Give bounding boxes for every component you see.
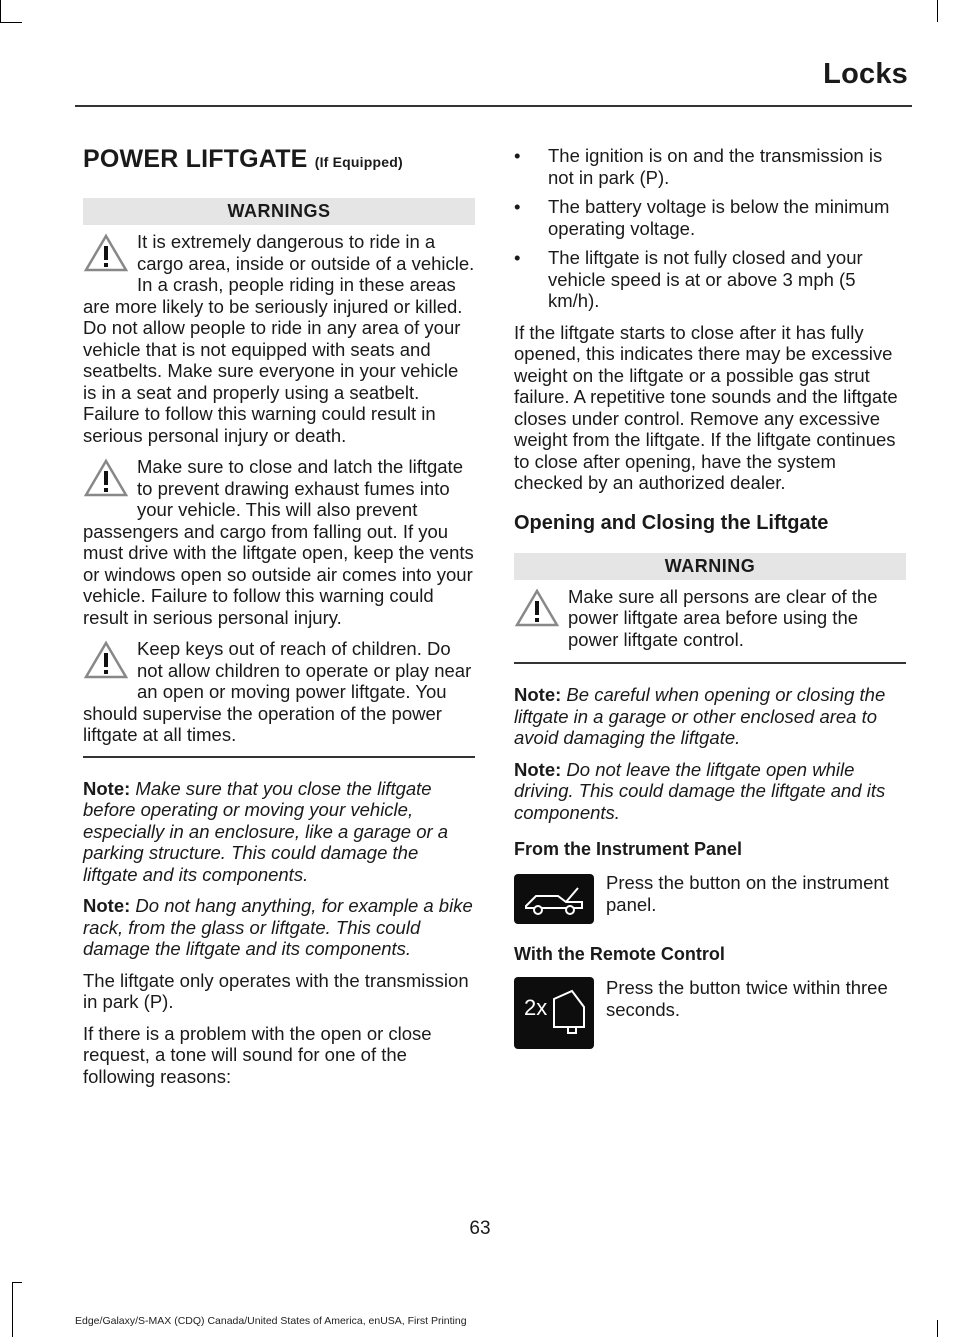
paragraph: The liftgate only operates with the transmission in park (P). bbox=[83, 969, 469, 1012]
warning-triangle-icon bbox=[514, 588, 560, 628]
list-item: • The ignition is on and the transmission is not in park (P). bbox=[514, 145, 906, 188]
note-text: Make sure that you close the liftgate before operating or moving your vehicle, especially in an enclosure, like a garage or a parking structure. This could damage the liftgate and its components. bbox=[83, 777, 449, 885]
page-number: 63 bbox=[469, 1218, 491, 1239]
remote-control-heading: With the Remote Control bbox=[514, 944, 725, 964]
reason-list bbox=[514, 145, 906, 312]
header-rule bbox=[75, 105, 912, 107]
section-title-qualifier: (If Equipped) bbox=[314, 154, 403, 170]
footer-text: Edge/Galaxy/S-MAX (CDQ) Canada/United States of America, enUSA, First Printing bbox=[75, 1315, 467, 1327]
crop-mark bbox=[12, 1282, 13, 1337]
instrument-panel-heading: From the Instrument Panel bbox=[514, 839, 743, 859]
warning-item bbox=[83, 638, 475, 746]
note-text: Do not leave the liftgate open while driving. This could damage the liftgate and its components. bbox=[514, 758, 886, 823]
left-column bbox=[83, 145, 475, 1097]
note bbox=[83, 778, 475, 886]
section-title bbox=[83, 145, 475, 174]
note bbox=[514, 684, 906, 749]
warning-triangle-icon bbox=[83, 640, 129, 680]
note-text: Be careful when opening or closing the liftgate in a garage or other enclosed area to avoid damaging the liftgate. bbox=[514, 684, 886, 748]
section-title-text: POWER LIFTGATE bbox=[83, 145, 308, 173]
note-text: Do not hang anything, for example a bike rack, from the glass or liftgate. This could damage the liftgate and its components. bbox=[83, 895, 473, 959]
paragraph: If the liftgate starts to close after it has fully opened, this indicates there may be excessive weight on the liftgate or a possible gas strut failure. A repetitive tone sounds and the liftgate closes under control. Remove any excessive weight from the liftgate. If the liftgate continues to close after opening, have the system checked by an authorized dealer. bbox=[514, 321, 898, 493]
remote-liftgate-button-icon bbox=[514, 977, 594, 1049]
warning-divider bbox=[514, 662, 906, 664]
warning-text: Keep keys out of reach of children. Do not allow children to operate or play near an open or moving power liftgate. You should supervise the operation of the power liftgate at all times. bbox=[83, 638, 472, 745]
warning-text: Make sure to close and latch the liftgate to prevent drawing exhaust fumes into your vehicle. This will also prevent passengers and cargo from falling out. If you must drive with the liftgate open, keep the vents or windows open so outside air comes into your vehicle. Failure to follow this warning could result in serious personal injury. bbox=[83, 456, 474, 628]
press-count-label: 2x bbox=[524, 995, 548, 1020]
page-header-title: Locks bbox=[823, 58, 908, 90]
instruction-text: Press the button twice within three seconds. bbox=[606, 977, 888, 1020]
note bbox=[83, 895, 475, 960]
remote-control-instruction bbox=[514, 977, 906, 1049]
note bbox=[514, 759, 906, 824]
warnings-heading: WARNINGS bbox=[83, 198, 475, 225]
liftgate-open-icon bbox=[514, 977, 594, 1049]
crop-mark bbox=[937, 0, 938, 22]
crop-mark bbox=[12, 1282, 22, 1283]
warning-item bbox=[83, 456, 475, 628]
list-item: • The liftgate is not fully closed and your vehicle speed is at or above 3 mph (5 km/h). bbox=[514, 247, 906, 312]
note-label: Note: bbox=[514, 684, 562, 705]
warning-text: It is extremely dangerous to ride in a cargo area, inside or outside of a vehicle. In a crash, people riding in these areas are more likely to be seriously injured or killed. Do not allow people to ride in any area of your vehicle that is not equipped with seats and seatbelts. Make sure everyone in your vehicle is in a seat and properly using a seatbelt. Failure to follow this warning could result in serious personal injury or death. bbox=[83, 231, 475, 446]
paragraph: If there is a problem with the open or close request, a tone will sound for one of the following reasons: bbox=[83, 1022, 432, 1087]
note-label: Note: bbox=[83, 777, 131, 799]
right-column bbox=[514, 145, 906, 1069]
instruction-text: Press the button on the instrument panel. bbox=[606, 872, 889, 915]
list-item: • The battery voltage is below the minimum operating voltage. bbox=[514, 196, 906, 239]
instrument-panel-instruction bbox=[514, 872, 906, 924]
warning-text: Make sure all persons are clear of the power liftgate area before using the power liftgate control. bbox=[568, 585, 878, 650]
crop-mark bbox=[0, 0, 1, 22]
subsection-title: Opening and Closing the Liftgate bbox=[514, 511, 829, 534]
note-label: Note: bbox=[83, 895, 131, 916]
crop-mark bbox=[0, 22, 22, 23]
warning-item bbox=[514, 586, 906, 651]
warning-item bbox=[83, 231, 475, 446]
vehicle-rear-icon bbox=[514, 874, 594, 924]
liftgate-button-icon bbox=[514, 874, 594, 924]
crop-mark bbox=[937, 1320, 938, 1337]
warning-triangle-icon bbox=[83, 458, 129, 498]
note-label: Note: bbox=[514, 758, 562, 780]
warnings-divider bbox=[83, 756, 475, 758]
warning-triangle-icon bbox=[83, 233, 129, 273]
warning-heading: WARNING bbox=[514, 553, 906, 580]
